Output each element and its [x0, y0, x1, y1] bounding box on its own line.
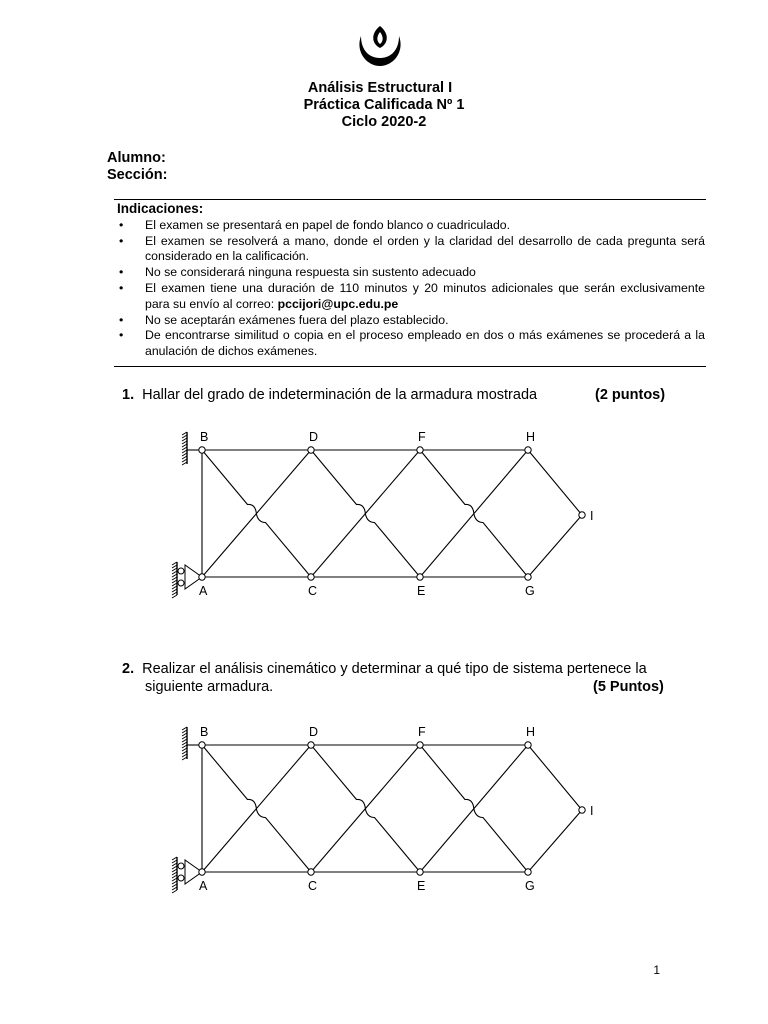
- indications-box: [117, 201, 705, 360]
- exam-title-block: [0, 80, 768, 131]
- truss2-roller-support-hatch: [172, 863, 177, 866]
- truss1-fixed-support-hatch: [182, 456, 187, 459]
- truss1-node-label-bottom: C: [308, 584, 318, 598]
- truss2-fixed-support-hatch: [182, 727, 187, 730]
- truss1-fixed-support-hatch: [182, 435, 187, 438]
- truss2-roller-support-hatch: [172, 866, 177, 869]
- truss1-node-label-top: F: [418, 430, 426, 444]
- truss1-node-bottom: [308, 574, 314, 580]
- truss1-tip-member-upper: [528, 450, 582, 515]
- bullet-icon: •: [119, 312, 124, 327]
- truss1-fixed-support-hatch: [182, 444, 187, 447]
- truss1-fixed-support-hatch: [182, 459, 187, 462]
- truss1-node-top: [199, 447, 205, 453]
- question-1-points: (2 puntos): [595, 387, 666, 403]
- question-2: [122, 660, 670, 696]
- truss2-node-label-tip: I: [590, 804, 594, 818]
- truss1-roller-support-hatch: [172, 589, 177, 592]
- truss1-node-label-top: B: [200, 430, 209, 444]
- truss2-roller-wheel: [178, 863, 184, 869]
- truss1-roller-wheel: [178, 580, 184, 586]
- email-link[interactable]: pccijori@upc.edu.pe: [277, 296, 399, 311]
- truss2-node-tip: [579, 807, 585, 813]
- truss2-roller-support-hatch: [172, 878, 177, 881]
- truss2-node-bottom: [199, 869, 205, 875]
- truss1-fixed-support-hatch: [182, 450, 187, 453]
- truss2-roller-support-hatch: [172, 887, 177, 890]
- list-item-text: El examen se presentará en papel de fondo blanco o cuadriculado.: [145, 217, 511, 232]
- divider-top: [114, 199, 706, 200]
- truss2-node-label-top: H: [526, 725, 536, 739]
- question-1-text: Hallar del grado de indeterminación de la armadura mostrada: [142, 387, 538, 403]
- truss-diagram-1: [170, 420, 610, 620]
- truss1-fixed-support-hatch: [182, 462, 187, 465]
- list-item: [117, 313, 705, 329]
- truss2-fixed-support-hatch: [182, 751, 187, 754]
- list-item-text: El examen tiene una duración de 110 minutos y 20 minutos adicionales que serán exclusivamente para su envío al correo:: [145, 280, 705, 311]
- truss2-fixed-support-hatch: [182, 739, 187, 742]
- truss2-node-label-bottom: C: [308, 879, 318, 893]
- truss1-node-tip: [579, 512, 585, 518]
- truss1-node-label-bottom: A: [199, 584, 208, 598]
- bullet-icon: •: [119, 233, 124, 248]
- bullet-icon: •: [119, 217, 124, 232]
- truss2-roller-support-hatch: [172, 884, 177, 887]
- truss2-tip-member-lower: [528, 810, 582, 872]
- divider-bottom: [114, 366, 706, 367]
- question-2-text-line1: Realizar el análisis cinemático y determinar a qué tipo de sistema pertenece la: [142, 661, 647, 677]
- truss2-fixed-support-hatch: [182, 742, 187, 745]
- truss2-fixed-support-hatch: [182, 736, 187, 739]
- student-name-label: Alumno:: [107, 150, 166, 166]
- truss1-roller-support-hatch: [172, 586, 177, 589]
- bullet-icon: •: [119, 280, 124, 295]
- student-section-label: Sección:: [107, 167, 168, 183]
- truss2-node-bottom: [308, 869, 314, 875]
- course-title: Análisis Estructural I: [307, 80, 453, 96]
- list-item: [117, 328, 705, 360]
- indications-list: [117, 218, 705, 360]
- truss1-roller-support-hatch: [172, 565, 177, 568]
- question-2-text-line2: siguiente armadura.: [145, 679, 274, 695]
- truss1-roller-support-hatch: [172, 595, 177, 598]
- truss1-tip-member-lower: [528, 515, 582, 577]
- truss2-node-label-top: B: [200, 725, 209, 739]
- truss1-node-bottom: [525, 574, 531, 580]
- truss2-node-label-top: D: [309, 725, 319, 739]
- truss1-node-top: [308, 447, 314, 453]
- exam-name: Práctica Calificada Nº 1: [303, 97, 465, 113]
- truss1-node-label-top: H: [526, 430, 536, 444]
- list-item: [117, 218, 705, 234]
- truss1-node-top: [525, 447, 531, 453]
- truss1-roller-support-hatch: [172, 568, 177, 571]
- truss2-fixed-support-hatch: [182, 748, 187, 751]
- truss1-roller-support-hatch: [172, 592, 177, 595]
- indications-heading: Indicaciones:: [117, 201, 204, 216]
- truss1-roller-support-hatch: [172, 583, 177, 586]
- bullet-icon: •: [119, 265, 124, 280]
- truss2-roller-support-hatch: [172, 869, 177, 872]
- truss2-roller-support-hatch: [172, 860, 177, 863]
- university-logo: [355, 24, 405, 68]
- truss2-node-top: [308, 742, 314, 748]
- truss2-node-label-bottom: E: [417, 879, 426, 893]
- truss2-roller-support-hatch: [172, 872, 177, 875]
- truss1-node-label-top: D: [309, 430, 319, 444]
- truss1-node-label-tip: I: [590, 509, 594, 523]
- truss1-node-top: [417, 447, 423, 453]
- page-number: 1: [653, 963, 660, 977]
- question-1-number: 1.: [122, 387, 135, 403]
- truss1-roller-wheel: [178, 568, 184, 574]
- truss2-node-top: [417, 742, 423, 748]
- list-item-text: El examen se resolverá a mano, donde el orden y la claridad del desarrollo de cada pregunta será considerado en la calificación.: [145, 233, 705, 264]
- truss2-tip-member-upper: [528, 745, 582, 810]
- truss1-node-label-bottom: G: [525, 584, 535, 598]
- truss2-node-top: [199, 742, 205, 748]
- list-item-text: De encontrarse similitud o copia en el proceso empleado en dos o más exámenes se procederá a la anulación de dichos exámenes.: [145, 328, 705, 359]
- list-item: [117, 234, 705, 266]
- question-1: [122, 386, 670, 404]
- list-item-text: No se aceptarán exámenes fuera del plazo establecido.: [145, 312, 449, 327]
- truss2-fixed-support-hatch: [182, 733, 187, 736]
- list-item: [117, 281, 705, 313]
- truss1-roller-support-hatch: [172, 574, 177, 577]
- truss1-roller-support-hatch: [172, 571, 177, 574]
- truss2-fixed-support-hatch: [182, 754, 187, 757]
- truss2-node-top: [525, 742, 531, 748]
- truss-diagram-2: [170, 715, 610, 915]
- truss2-node-label-bottom: A: [199, 879, 208, 893]
- truss1-roller-support-hatch: [172, 580, 177, 583]
- truss2-node-label-top: F: [418, 725, 426, 739]
- truss1-roller-support-hatch: [172, 562, 177, 565]
- question-2-number: 2.: [122, 661, 135, 677]
- student-info: [107, 150, 167, 184]
- truss1-fixed-support-hatch: [182, 453, 187, 456]
- list-item: [117, 265, 705, 281]
- truss2-roller-support-hatch: [172, 857, 177, 860]
- truss1-node-bottom: [417, 574, 423, 580]
- truss2-roller-support-hatch: [172, 890, 177, 893]
- truss1-fixed-support-hatch: [182, 447, 187, 450]
- bullet-icon: •: [119, 328, 124, 343]
- truss2-roller-support-hatch: [172, 881, 177, 884]
- truss1-roller-support-hatch: [172, 577, 177, 580]
- list-item-text: No se considerará ninguna respuesta sin sustento adecuado: [145, 265, 476, 280]
- truss2-roller-wheel: [178, 875, 184, 881]
- truss2-fixed-support-hatch: [182, 745, 187, 748]
- truss1-node-label-bottom: E: [417, 584, 426, 598]
- truss1-fixed-support-hatch: [182, 438, 187, 441]
- exam-term: Ciclo 2020-2: [341, 114, 427, 130]
- truss2-fixed-support-hatch: [182, 730, 187, 733]
- truss2-fixed-support-hatch: [182, 757, 187, 760]
- truss2-node-bottom: [525, 869, 531, 875]
- truss2-node-label-bottom: G: [525, 879, 535, 893]
- truss1-fixed-support-hatch: [182, 432, 187, 435]
- truss1-fixed-support-hatch: [182, 441, 187, 444]
- truss1-node-bottom: [199, 574, 205, 580]
- question-2-points: (5 Puntos): [593, 679, 664, 695]
- truss2-node-bottom: [417, 869, 423, 875]
- truss2-roller-support-hatch: [172, 875, 177, 878]
